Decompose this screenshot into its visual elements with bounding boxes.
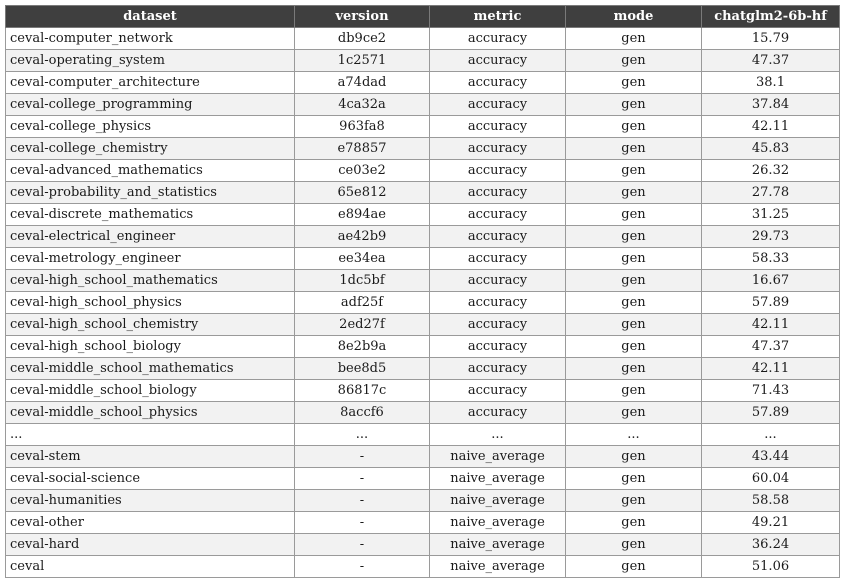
mode-cell: gen xyxy=(566,94,702,116)
version-cell: ... xyxy=(295,424,430,446)
metric-cell: accuracy xyxy=(430,94,566,116)
metric-cell: accuracy xyxy=(430,402,566,424)
dataset-cell: ceval-discrete_mathematics xyxy=(6,204,295,226)
mode-cell: gen xyxy=(566,468,702,490)
dataset-cell: ceval-middle_school_mathematics xyxy=(6,358,295,380)
header-row xyxy=(6,6,840,28)
score-cell: 57.89 xyxy=(702,292,840,314)
dataset-cell: ceval-metrology_engineer xyxy=(6,248,295,270)
metric-cell: naive_average xyxy=(430,446,566,468)
table-row xyxy=(6,314,840,336)
dataset-cell: ceval-operating_system xyxy=(6,50,295,72)
header-mode: mode xyxy=(566,6,702,28)
table-row xyxy=(6,270,840,292)
score-cell: 27.78 xyxy=(702,182,840,204)
metric-cell: accuracy xyxy=(430,270,566,292)
table-row xyxy=(6,248,840,270)
table-row xyxy=(6,446,840,468)
mode-cell: gen xyxy=(566,380,702,402)
version-cell: 4ca32a xyxy=(295,94,430,116)
mode-cell: gen xyxy=(566,138,702,160)
dataset-cell: ... xyxy=(6,424,295,446)
table-row xyxy=(6,402,840,424)
dataset-cell: ceval-college_physics xyxy=(6,116,295,138)
version-cell: 86817c xyxy=(295,380,430,402)
table-row xyxy=(6,160,840,182)
mode-cell: gen xyxy=(566,336,702,358)
score-cell: 29.73 xyxy=(702,226,840,248)
mode-cell: gen xyxy=(566,446,702,468)
version-cell: 2ed27f xyxy=(295,314,430,336)
table-row xyxy=(6,534,840,556)
score-cell: 47.37 xyxy=(702,50,840,72)
score-cell: 15.79 xyxy=(702,28,840,50)
dataset-cell: ceval-social-science xyxy=(6,468,295,490)
table-row xyxy=(6,292,840,314)
version-cell: - xyxy=(295,490,430,512)
metric-cell: naive_average xyxy=(430,512,566,534)
mode-cell: gen xyxy=(566,534,702,556)
metric-cell: accuracy xyxy=(430,160,566,182)
dataset-cell: ceval-high_school_physics xyxy=(6,292,295,314)
table-row xyxy=(6,490,840,512)
dataset-cell: ceval-high_school_mathematics xyxy=(6,270,295,292)
version-cell: 8accf6 xyxy=(295,402,430,424)
version-cell: - xyxy=(295,556,430,578)
metric-cell: accuracy xyxy=(430,314,566,336)
dataset-cell: ceval xyxy=(6,556,295,578)
metric-cell: accuracy xyxy=(430,226,566,248)
mode-cell: gen xyxy=(566,50,702,72)
header-model: chatglm2-6b-hf xyxy=(702,6,840,28)
dataset-cell: ceval-hard xyxy=(6,534,295,556)
mode-cell: gen xyxy=(566,314,702,336)
mode-cell: gen xyxy=(566,358,702,380)
score-cell: 37.84 xyxy=(702,94,840,116)
version-cell: 1c2571 xyxy=(295,50,430,72)
score-cell: 45.83 xyxy=(702,138,840,160)
version-cell: ae42b9 xyxy=(295,226,430,248)
mode-cell: gen xyxy=(566,226,702,248)
version-cell: e78857 xyxy=(295,138,430,160)
mode-cell: gen xyxy=(566,490,702,512)
mode-cell: gen xyxy=(566,292,702,314)
score-cell: ... xyxy=(702,424,840,446)
dataset-cell: ceval-college_chemistry xyxy=(6,138,295,160)
dataset-cell: ceval-computer_network xyxy=(6,28,295,50)
mode-cell: gen xyxy=(566,116,702,138)
mode-cell: gen xyxy=(566,556,702,578)
table-row xyxy=(6,94,840,116)
score-cell: 16.67 xyxy=(702,270,840,292)
dataset-cell: ceval-computer_architecture xyxy=(6,72,295,94)
score-cell: 42.11 xyxy=(702,358,840,380)
version-cell: bee8d5 xyxy=(295,358,430,380)
dataset-cell: ceval-college_programming xyxy=(6,94,295,116)
table-row xyxy=(6,336,840,358)
table-row xyxy=(6,28,840,50)
table-body xyxy=(6,28,840,578)
version-cell: ce03e2 xyxy=(295,160,430,182)
metric-cell: naive_average xyxy=(430,556,566,578)
version-cell: - xyxy=(295,446,430,468)
table-row xyxy=(6,116,840,138)
score-cell: 42.11 xyxy=(702,314,840,336)
mode-cell: gen xyxy=(566,182,702,204)
score-cell: 26.32 xyxy=(702,160,840,182)
score-cell: 36.24 xyxy=(702,534,840,556)
mode-cell: gen xyxy=(566,160,702,182)
dataset-cell: ceval-middle_school_biology xyxy=(6,380,295,402)
results-table xyxy=(5,5,840,578)
metric-cell: accuracy xyxy=(430,50,566,72)
table-row xyxy=(6,226,840,248)
version-cell: ee34ea xyxy=(295,248,430,270)
metric-cell: accuracy xyxy=(430,336,566,358)
results-table-container xyxy=(5,5,839,578)
dataset-cell: ceval-humanities xyxy=(6,490,295,512)
version-cell: 1dc5bf xyxy=(295,270,430,292)
table-row xyxy=(6,512,840,534)
metric-cell: accuracy xyxy=(430,358,566,380)
score-cell: 51.06 xyxy=(702,556,840,578)
metric-cell: accuracy xyxy=(430,138,566,160)
table-row xyxy=(6,358,840,380)
mode-cell: gen xyxy=(566,270,702,292)
header-version: version xyxy=(295,6,430,28)
metric-cell: naive_average xyxy=(430,534,566,556)
mode-cell: gen xyxy=(566,72,702,94)
version-cell: a74dad xyxy=(295,72,430,94)
version-cell: db9ce2 xyxy=(295,28,430,50)
metric-cell: accuracy xyxy=(430,248,566,270)
table-row xyxy=(6,72,840,94)
mode-cell: gen xyxy=(566,512,702,534)
header-dataset: dataset xyxy=(6,6,295,28)
version-cell: adf25f xyxy=(295,292,430,314)
dataset-cell: ceval-other xyxy=(6,512,295,534)
version-cell: 963fa8 xyxy=(295,116,430,138)
table-row xyxy=(6,50,840,72)
version-cell: - xyxy=(295,468,430,490)
dataset-cell: ceval-probability_and_statistics xyxy=(6,182,295,204)
metric-cell: accuracy xyxy=(430,292,566,314)
dataset-cell: ceval-high_school_chemistry xyxy=(6,314,295,336)
version-cell: e894ae xyxy=(295,204,430,226)
dataset-cell: ceval-middle_school_physics xyxy=(6,402,295,424)
dataset-cell: ceval-stem xyxy=(6,446,295,468)
version-cell: - xyxy=(295,534,430,556)
table-row xyxy=(6,204,840,226)
mode-cell: gen xyxy=(566,402,702,424)
score-cell: 43.44 xyxy=(702,446,840,468)
table-row xyxy=(6,182,840,204)
version-cell: 8e2b9a xyxy=(295,336,430,358)
score-cell: 49.21 xyxy=(702,512,840,534)
score-cell: 31.25 xyxy=(702,204,840,226)
metric-cell: accuracy xyxy=(430,28,566,50)
mode-cell: gen xyxy=(566,248,702,270)
mode-cell: gen xyxy=(566,28,702,50)
metric-cell: accuracy xyxy=(430,204,566,226)
header-metric: metric xyxy=(430,6,566,28)
dataset-cell: ceval-advanced_mathematics xyxy=(6,160,295,182)
score-cell: 42.11 xyxy=(702,116,840,138)
table-row xyxy=(6,424,840,446)
table-row xyxy=(6,380,840,402)
score-cell: 58.33 xyxy=(702,248,840,270)
version-cell: - xyxy=(295,512,430,534)
mode-cell: ... xyxy=(566,424,702,446)
metric-cell: naive_average xyxy=(430,468,566,490)
metric-cell: ... xyxy=(430,424,566,446)
metric-cell: naive_average xyxy=(430,490,566,512)
metric-cell: accuracy xyxy=(430,72,566,94)
mode-cell: gen xyxy=(566,204,702,226)
version-cell: 65e812 xyxy=(295,182,430,204)
score-cell: 58.58 xyxy=(702,490,840,512)
dataset-cell: ceval-electrical_engineer xyxy=(6,226,295,248)
metric-cell: accuracy xyxy=(430,380,566,402)
score-cell: 71.43 xyxy=(702,380,840,402)
score-cell: 38.1 xyxy=(702,72,840,94)
score-cell: 47.37 xyxy=(702,336,840,358)
metric-cell: accuracy xyxy=(430,116,566,138)
metric-cell: accuracy xyxy=(430,182,566,204)
dataset-cell: ceval-high_school_biology xyxy=(6,336,295,358)
table-row xyxy=(6,556,840,578)
score-cell: 57.89 xyxy=(702,402,840,424)
table-row xyxy=(6,138,840,160)
table-row xyxy=(6,468,840,490)
score-cell: 60.04 xyxy=(702,468,840,490)
